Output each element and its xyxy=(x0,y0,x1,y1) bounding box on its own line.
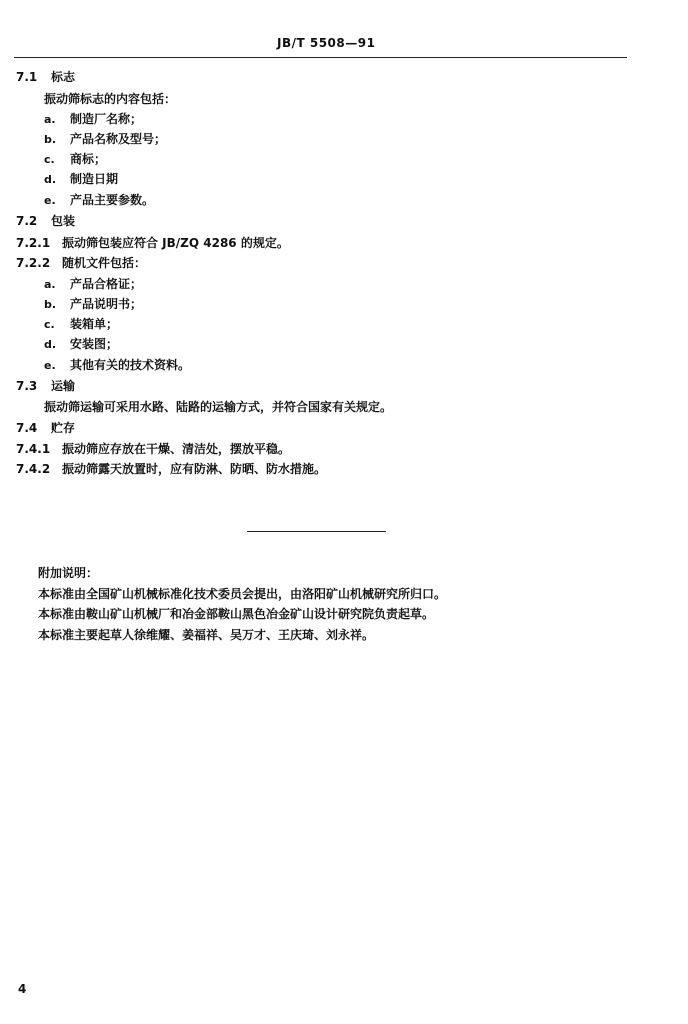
list-item-text: 其他有关的技术资料。 xyxy=(70,358,191,372)
list-item-text: 安装图； xyxy=(70,337,119,351)
clause-7-2-1-number: 7.2.1 xyxy=(16,236,51,250)
notes-line: 本标准主要起草人徐维耀、姜福祥、吴万才、王庆琦、刘永祥。 xyxy=(38,628,375,642)
list-item-letter: c. xyxy=(44,153,55,166)
header-rule xyxy=(14,57,627,58)
section-7-2-number: 7.2 xyxy=(16,214,38,228)
page-number: 4 xyxy=(18,982,27,996)
separator-rule xyxy=(247,531,386,532)
standard-code-header: JB/T 5508—91 xyxy=(277,36,376,50)
list-item-letter: b. xyxy=(44,298,57,311)
list-item-text: 制造厂名称； xyxy=(70,112,143,126)
list-item-letter: d. xyxy=(44,173,57,186)
section-7-1-intro: 振动筛标志的内容包括： xyxy=(44,92,177,106)
list-item-letter: a. xyxy=(44,278,56,291)
list-item-letter: e. xyxy=(44,359,56,372)
list-item-text: 产品主要参数。 xyxy=(70,193,155,207)
notes-line: 本标准由全国矿山机械标准化技术委员会提出，由洛阳矿山机械研究所归口。 xyxy=(38,587,447,601)
section-7-4-title: 贮存 xyxy=(51,421,76,435)
list-item-letter: b. xyxy=(44,133,57,146)
clause-7-4-1-number: 7.4.1 xyxy=(16,442,51,456)
clause-7-2-1-text: 振动筛包装应符合 JB/ZQ 4286 的规定。 xyxy=(62,236,289,250)
list-item-text: 商标； xyxy=(70,152,107,166)
section-7-1-title: 标志 xyxy=(51,70,76,84)
list-item-letter: d. xyxy=(44,338,57,351)
notes-title: 附加说明： xyxy=(38,566,99,580)
clause-7-2-2-number: 7.2.2 xyxy=(16,256,51,270)
clause-7-4-1-text: 振动筛应存放在干燥、清洁处，摆放平稳。 xyxy=(62,442,291,456)
section-7-4-number: 7.4 xyxy=(16,421,38,435)
list-item-letter: e. xyxy=(44,194,56,207)
clause-7-4-2-text: 振动筛露天放置时，应有防淋、防晒、防水措施。 xyxy=(62,462,327,476)
list-item-text: 产品说明书； xyxy=(70,297,143,311)
list-item-text: 产品合格证； xyxy=(70,277,143,291)
list-item-text: 装箱单； xyxy=(70,317,119,331)
section-7-2-title: 包装 xyxy=(51,214,76,228)
clause-7-2-2-text: 随机文件包括： xyxy=(62,256,147,270)
section-7-3-number: 7.3 xyxy=(16,379,38,393)
section-7-3-text: 振动筛运输可采用水路、陆路的运输方式，并符合国家有关规定。 xyxy=(44,400,393,414)
list-item-text: 制造日期 xyxy=(70,172,119,186)
list-item-letter: c. xyxy=(44,318,55,331)
notes-line: 本标准由鞍山矿山机械厂和冶金部鞍山黑色冶金矿山设计研究院负责起草。 xyxy=(38,607,435,621)
section-7-1-number: 7.1 xyxy=(16,70,38,84)
section-7-3-title: 运输 xyxy=(51,379,76,393)
clause-7-4-2-number: 7.4.2 xyxy=(16,462,51,476)
list-item-text: 产品名称及型号； xyxy=(70,132,167,146)
list-item-letter: a. xyxy=(44,113,56,126)
